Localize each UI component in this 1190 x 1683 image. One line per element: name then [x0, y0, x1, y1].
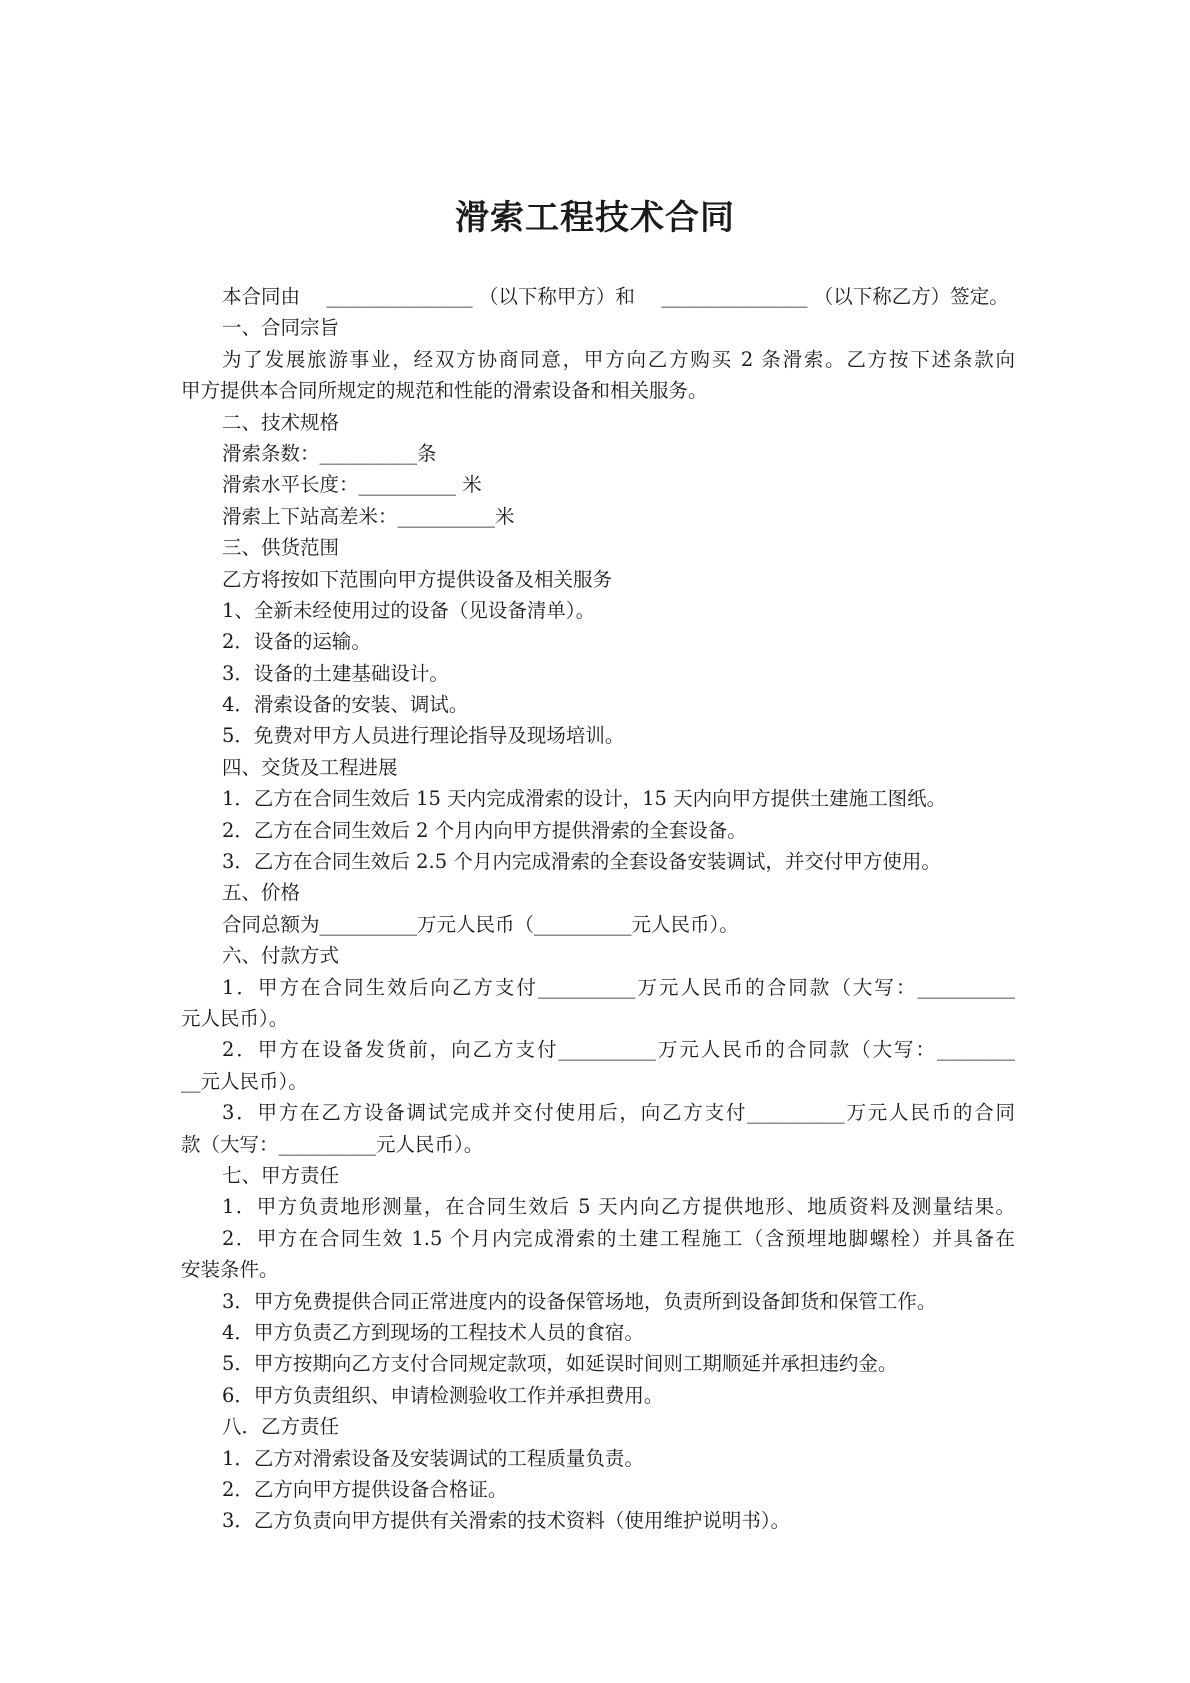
party-a-duty-5: 5．甲方按期向乙方支付合同规定款项，如延误时间则工期顺延并承担违约金。 [222, 1352, 898, 1376]
list-item: 5．免费对甲方人员进行理论指导及现场培训。 [222, 724, 625, 748]
party-a-duty-1: 1．甲方负责地形测量，在合同生效后 5 天内向乙方提供地形、地质资料及测量结果。 [222, 1195, 1015, 1219]
party-a-duty-2-line-2: 安装条件。 [181, 1258, 279, 1282]
section-5-heading: 五、价格 [222, 881, 301, 905]
party-a-note: （以下称甲方）和 [478, 285, 635, 308]
party-a-duty-2-line-1: 2．甲方在合同生效 1.5 个月内完成滑索的土建工程施工（含预埋地脚螺栓）并具备在 [222, 1226, 1015, 1250]
party-a-blank: _______________ [326, 285, 473, 308]
spec-cable-count: 滑索条数：__________条 [222, 441, 437, 465]
contract-body [181, 281, 1015, 1537]
section-3-lead: 乙方将按如下范围向甲方提供设备及相关服务 [222, 567, 613, 591]
section-4-heading: 四、交货及工程进展 [222, 755, 398, 779]
list-item: 1、全新未经使用过的设备（见设备清单）。 [222, 598, 596, 622]
payment-2-line-1: 2．甲方在设备发货前，向乙方支付__________万元人民币的合同款（大写：________ [222, 1038, 1015, 1062]
spec-height-difference: 滑索上下站高差米：__________米 [222, 504, 515, 528]
payment-1-line-2: 元人民币）。 [181, 1007, 289, 1031]
party-a-duty-6: 6．甲方负责组织、申请检测验收工作并承担费用。 [222, 1383, 664, 1407]
document-title: 滑索工程技术合同 [455, 198, 735, 238]
section-1-para-line-2: 甲方提供本合同所规定的规范和性能的滑索设备和相关服务。 [181, 379, 708, 403]
price-total: 合同总额为__________万元人民币（__________元人民币）。 [222, 912, 739, 936]
party-a-duty-4: 4．甲方负责乙方到现场的工程技术人员的食宿。 [222, 1320, 644, 1344]
section-1-para-line-1: 为了发展旅游事业，经双方协商同意，甲方向乙方购买 2 条滑索。乙方按下述条款向 [222, 347, 1015, 371]
section-1-heading: 一、合同宗旨 [222, 316, 340, 340]
list-item: 2．设备的运输。 [222, 630, 371, 654]
party-b-blank: _______________ [661, 285, 808, 308]
list-item: 2．乙方向甲方提供设备合格证。 [222, 1477, 508, 1501]
party-a-duty-3: 3．甲方免费提供合同正常进度内的设备保管场地，负责所到设备卸货和保管工作。 [222, 1289, 937, 1313]
section-7-heading: 七、甲方责任 [222, 1164, 340, 1187]
section-8-heading: 八．乙方责任 [222, 1415, 340, 1439]
list-item: 2．乙方在合同生效后 2 个月内向甲方提供滑索的全套设备。 [222, 818, 747, 842]
list-item: 1．乙方对滑索设备及安装调试的工程质量负责。 [222, 1446, 644, 1470]
list-item: 4．滑索设备的安装、调试。 [222, 693, 469, 717]
list-item: 3．乙方在合同生效后 2.5 个月内完成滑索的全套设备安装调试，并交付甲方使用。 [222, 850, 941, 874]
intro-line [181, 281, 1015, 312]
section-3-heading: 三、供货范围 [222, 536, 340, 560]
party-b-note: （以下称乙方）签定。 [813, 285, 1009, 308]
list-item: 1．乙方在合同生效后 15 天内完成滑索的设计，15 天内向甲方提供土建施工图纸。 [222, 787, 947, 811]
list-item: 3．乙方负责向甲方提供有关滑索的技术资料（使用维护说明书）。 [222, 1509, 791, 1533]
payment-1-line-1: 1．甲方在合同生效后向乙方支付__________万元人民币的合同款（大写：__________ [222, 975, 1015, 999]
section-6-heading: 六、付款方式 [222, 944, 340, 968]
list-item: 3．设备的土建基础设计。 [222, 661, 449, 685]
spec-horizontal-length: 滑索水平长度：__________ 米 [222, 473, 482, 497]
payment-3-line-1: 3．甲方在乙方设备调试完成并交付使用后，向乙方支付__________万元人民币的合同 [222, 1101, 1015, 1125]
payment-2-line-2: __元人民币）。 [181, 1069, 308, 1093]
payment-3-line-2: 款（大写：__________元人民币）。 [181, 1132, 484, 1156]
section-2-heading: 二、技术规格 [222, 410, 340, 434]
intro-prefix: 本合同由 [222, 285, 301, 308]
